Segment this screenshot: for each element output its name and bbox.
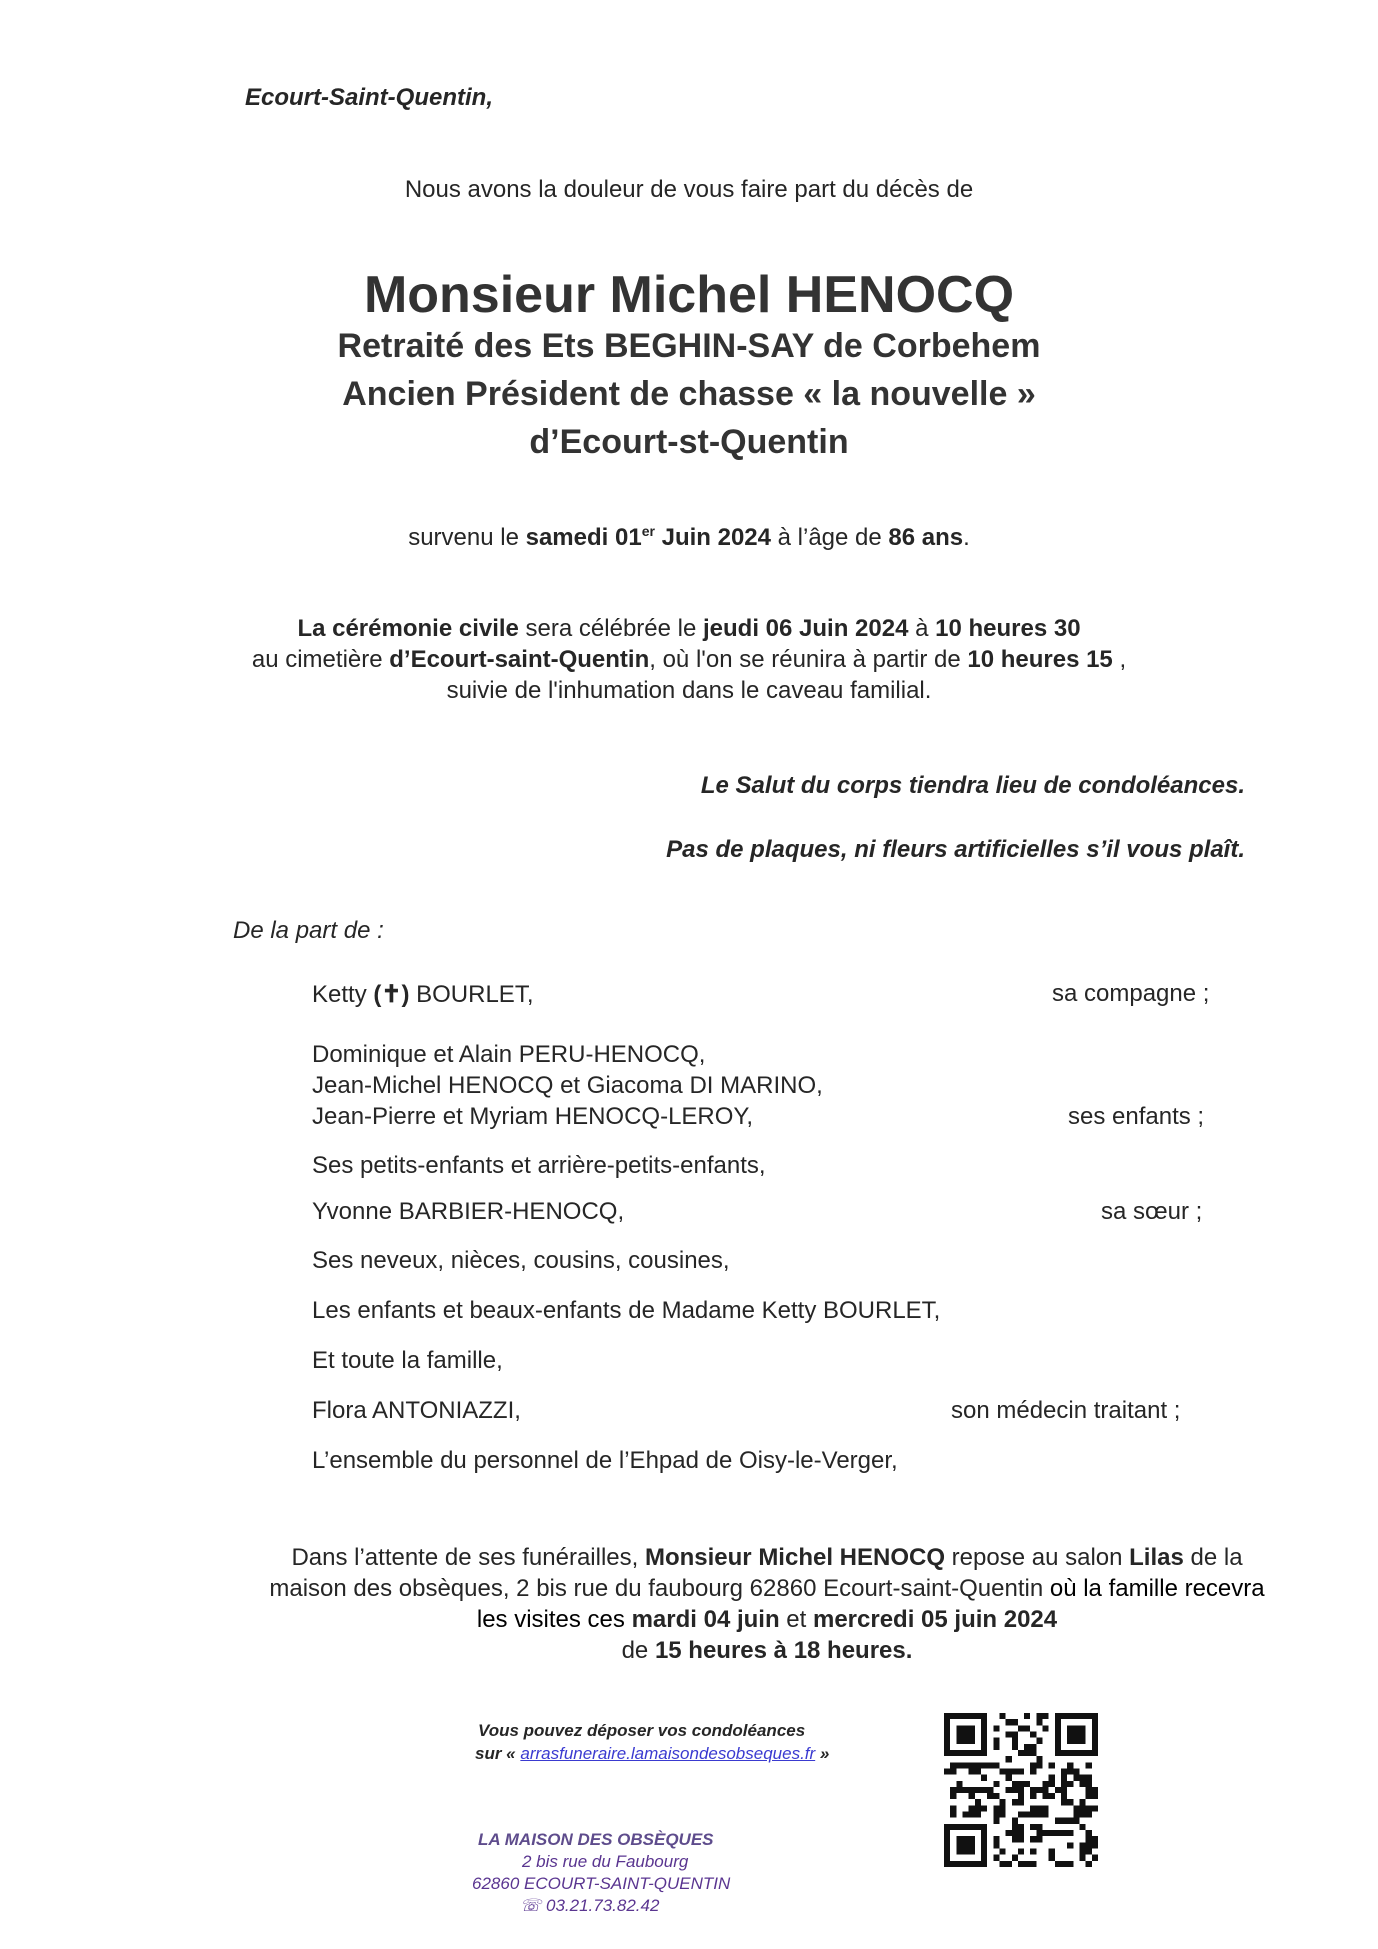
ceremony-line-3: suivie de l'inhumation dans le caveau familial. bbox=[446, 677, 932, 704]
family-grandchildren: Ses petits-enfants et arrière-petits-enfants, bbox=[312, 1152, 766, 1179]
cross-icon: (✝) bbox=[373, 981, 410, 1008]
condolences-url-line: sur « arrasfuneraire.lamaisondesobseques.fr » bbox=[475, 1744, 830, 1763]
family-child-1: Dominique et Alain PERU-HENOCQ, bbox=[312, 1041, 706, 1068]
family-nephews: Ses neveux, nièces, cousins, cousines, bbox=[312, 1247, 730, 1274]
company-address-2: 62860 ECOURT-SAINT-QUENTIN bbox=[472, 1874, 731, 1893]
family-sister-role: sa sœur ; bbox=[1101, 1198, 1203, 1225]
family-sister: Yvonne BARBIER-HENOCQ, bbox=[312, 1198, 625, 1225]
family-ehpad: L’ensemble du personnel de l’Ehpad de Oisy-le-Verger, bbox=[312, 1447, 898, 1474]
company-address-1: 2 bis rue du Faubourg bbox=[522, 1852, 689, 1871]
deceased-name: Monsieur Michel HENOCQ bbox=[363, 266, 1015, 324]
deceased-title-1: Retraité des Ets BEGHIN-SAY de Corbehem bbox=[337, 327, 1041, 365]
death-line: survenu le samedi 01er Juin 2024 à l’âge de 86 ans. bbox=[408, 523, 970, 551]
family-heading: De la part de : bbox=[233, 917, 384, 944]
ceremony-line-2: au cimetière d’Ecourt-saint-Quentin, où l'on se réunira à partir de 10 heures 15 , bbox=[251, 646, 1127, 673]
deceased-title-3: d’Ecourt-st-Quentin bbox=[529, 423, 849, 461]
funeral-home-text: Dans l’attente de ses funérailles, Monsieur Michel HENOCQ repose au salon Lilas de la maison des obsèques, 2 bis rue du faubourg 62860 Ecourt-saint-Quentin où la famille recevra les visites ces mardi 04 juin et mercredi 05 juin 2024 de 15 heures à 18 heures. bbox=[269, 1544, 1265, 1664]
family-ketty-children: Les enfants et beaux-enfants de Madame Ketty BOURLET, bbox=[312, 1297, 941, 1324]
ceremony-line-1: La cérémonie civile sera célébrée le jeudi 06 Juin 2024 à 10 heures 30 bbox=[297, 615, 1081, 642]
family-child-2: Jean-Michel HENOCQ et Giacoma DI MARINO, bbox=[312, 1072, 823, 1099]
family-companion: Ketty (✝) BOURLET, bbox=[312, 981, 534, 1008]
company-phone: ☏ 03.21.73.82.42 bbox=[520, 1896, 660, 1915]
place-heading: Ecourt-Saint-Quentin, bbox=[245, 84, 493, 111]
deceased-title-2: Ancien Président de chasse « la nouvelle » bbox=[342, 375, 1036, 413]
phone-icon: ☏ bbox=[520, 1896, 542, 1915]
condolences-line: Vous pouvez déposer vos condoléances bbox=[478, 1721, 806, 1740]
family-child-3: Jean-Pierre et Myriam HENOCQ-LEROY, bbox=[312, 1103, 753, 1130]
family-doctor: Flora ANTONIAZZI, bbox=[312, 1397, 521, 1424]
family-companion-role: sa compagne ; bbox=[1052, 980, 1210, 1007]
intro-text: Nous avons la douleur de vous faire part du décès de bbox=[404, 176, 974, 203]
qr-code-icon[interactable] bbox=[944, 1713, 1098, 1867]
plaques-note: Pas de plaques, ni fleurs artificielles s’il vous plaît. bbox=[666, 836, 1245, 863]
family-children-role: ses enfants ; bbox=[1068, 1103, 1205, 1130]
family-doctor-role: son médecin traitant ; bbox=[951, 1397, 1181, 1424]
family-whole: Et toute la famille, bbox=[312, 1347, 503, 1374]
company-name: LA MAISON DES OBSÈQUES bbox=[478, 1830, 714, 1849]
salut-note: Le Salut du corps tiendra lieu de condoléances. bbox=[700, 772, 1245, 799]
condolences-link[interactable]: arrasfuneraire.lamaisondesobseques.fr bbox=[520, 1744, 816, 1763]
